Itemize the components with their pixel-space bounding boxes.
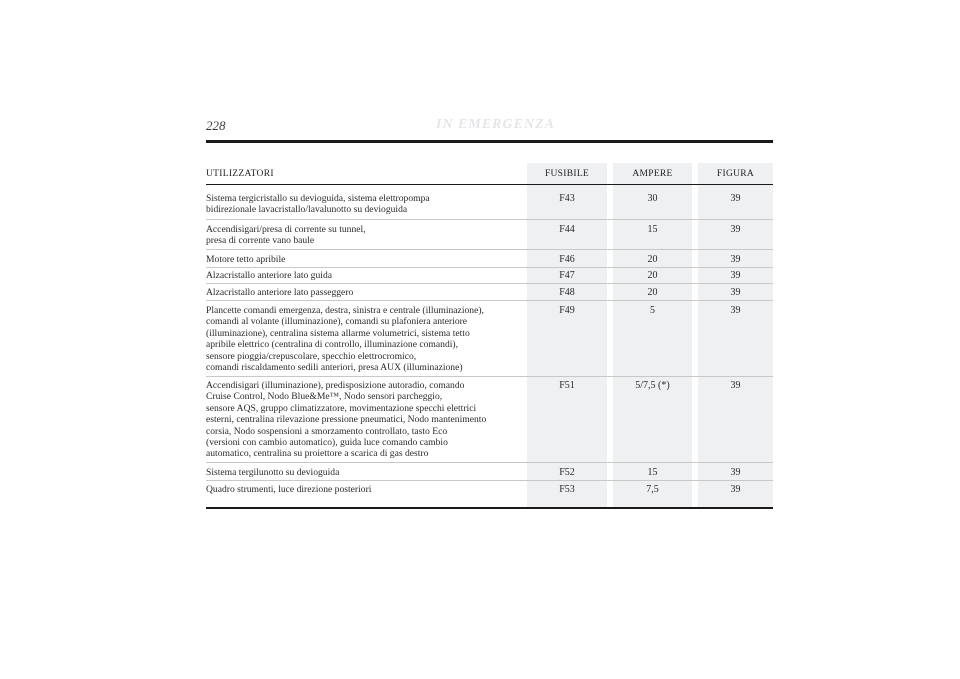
- table-row: [206, 380, 773, 463]
- row-description: Accendisigari (illuminazione), predisposizione autoradio, comando Cruise Control, Nodo Blue&Me™, Nodo sensori parcheggio, sensore AQS, gruppo climatizzatore, movimentazione specchi elettrici esterni, centralina rilevazione pressione pneumatici, Nodo mantenimento corsia, Nodo sospensioni a smorzamento controllato, tasto Eco (versioni con cambio automatico), guida luce comando cambio automatico, centralina su proiettore a scarica di gas destro: [206, 380, 487, 460]
- row-figure: 39: [730, 193, 741, 204]
- header-rule: [206, 140, 773, 143]
- row-ampere: 20: [647, 287, 658, 298]
- row-ampere: 15: [647, 467, 658, 478]
- row-figure: 39: [730, 467, 741, 478]
- row-figure: 39: [730, 380, 741, 391]
- row-ampere: 5: [650, 305, 655, 316]
- row-ampere: 15: [647, 224, 658, 235]
- row-fuse: F44: [559, 224, 575, 235]
- table-header-rule: [206, 184, 773, 185]
- row-figure: 39: [730, 270, 741, 281]
- column-header-fuse: FUSIBILE: [544, 169, 590, 179]
- row-ampere: 7,5: [646, 484, 659, 495]
- row-ampere: 20: [647, 254, 658, 265]
- row-figure: 39: [730, 287, 741, 298]
- row-fuse: F47: [559, 270, 575, 281]
- column-header-users: UTILIZZATORI: [206, 169, 274, 179]
- row-fuse: F48: [559, 287, 575, 298]
- row-figure: 39: [730, 224, 741, 235]
- row-description: Alzacristallo anteriore lato guida: [206, 270, 332, 281]
- row-ampere: 5/7,5 (*): [635, 380, 670, 391]
- row-figure: 39: [730, 484, 741, 495]
- table-row: [206, 287, 773, 301]
- section-title: IN EMERGENZA: [436, 117, 555, 132]
- row-ampere: 20: [647, 270, 658, 281]
- row-description: Quadro strumenti, luce direzione posteriori: [206, 484, 372, 495]
- row-description: Sistema tergilunotto su devioguida: [206, 467, 340, 478]
- row-description: Sistema tergicristallo su devioguida, sistema elettropompa bidirezionale lavacristallo/lavalunotto su devioguida: [206, 193, 430, 216]
- row-description: Accendisigari/presa di corrente su tunnel, presa di corrente vano baule: [206, 224, 366, 247]
- row-fuse: F46: [559, 254, 575, 265]
- row-description: Alzacristallo anteriore lato passeggero: [206, 287, 354, 298]
- row-description: Motore tetto apribile: [206, 254, 286, 265]
- table-row: [206, 484, 773, 497]
- column-header-ampere: AMPERE: [632, 169, 673, 179]
- row-figure: 39: [730, 305, 741, 316]
- table-row: [206, 467, 773, 481]
- table-bottom-rule: [206, 507, 773, 509]
- row-fuse: F53: [559, 484, 575, 495]
- row-ampere: 30: [647, 193, 658, 204]
- table-row: [206, 305, 773, 377]
- table-row: [206, 193, 773, 220]
- row-fuse: F52: [559, 467, 575, 478]
- column-header-figure: FIGURA: [716, 169, 755, 179]
- table-row: [206, 224, 773, 250]
- row-fuse: F43: [559, 193, 575, 204]
- row-fuse: F51: [559, 380, 575, 391]
- page-number: 228: [206, 118, 226, 133]
- table-row: [206, 270, 773, 284]
- row-description: Plancette comandi emergenza, destra, sinistra e centrale (illuminazione), comandi al volante (illuminazione), comandi su plafoniera anteriore (illuminazione), centralina sistema allarme volumetrici, sistema tetto apribile elettrico (centralina di controllo, illuminazione comandi), sensore pioggia/crepuscolare, specchio elettrocromico, comandi riscaldamento sedili anteriori, presa AUX (illuminazione): [206, 305, 484, 374]
- table-row: [206, 254, 773, 268]
- row-fuse: F49: [559, 305, 575, 316]
- row-figure: 39: [730, 254, 741, 265]
